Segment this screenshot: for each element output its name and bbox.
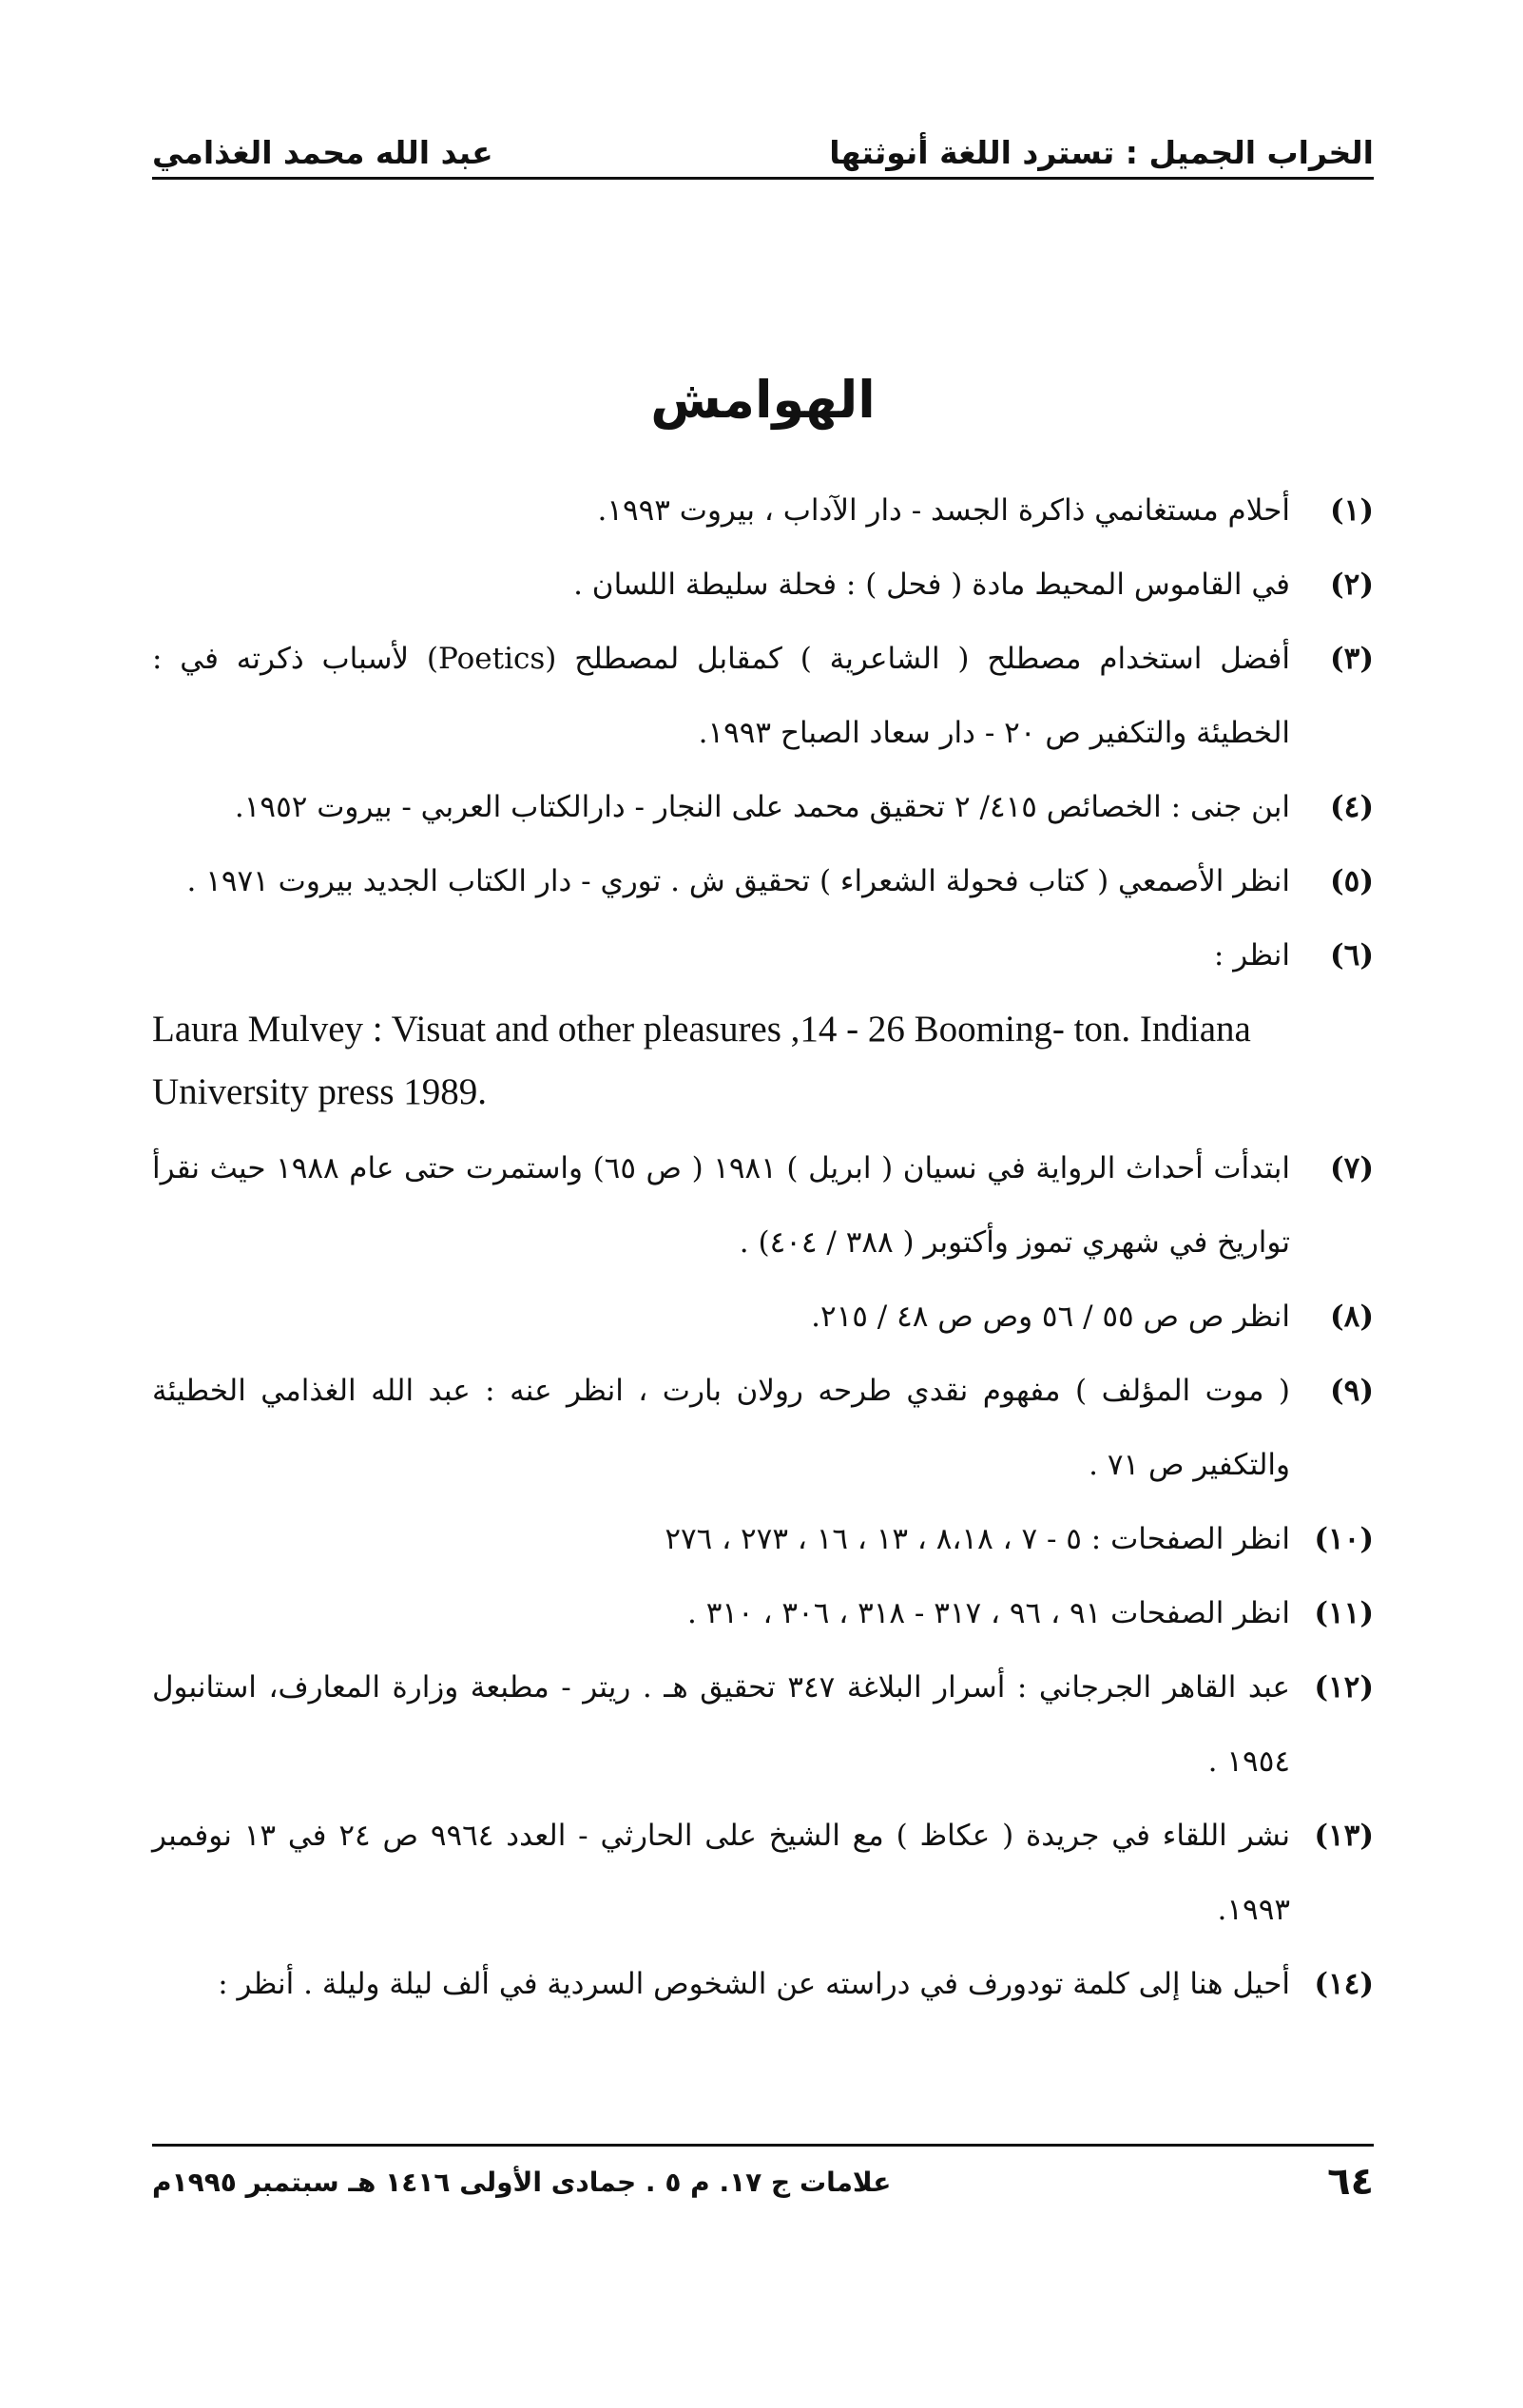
endnote-number: (٧) [1330, 1151, 1374, 1185]
endnote-row [152, 770, 1374, 844]
journal-info: علامات ج ١٧. م ٥ . جمادى الأولى ١٤١٦ هـ سبتمبر ١٩٩٥م [152, 2166, 892, 2198]
page [152, 114, 1374, 2301]
endnote-text: انظر الصفحات ٩١ ، ٩٦ ، ٣١٧ - ٣١٨ ، ٣٠٦ ، ٣١٠ . [687, 1596, 1290, 1630]
endnote-row [152, 1650, 1374, 1799]
endnote-item [152, 473, 1374, 548]
endnote-number: (١٢) [1314, 1670, 1374, 1705]
endnotes-list [152, 473, 1374, 2021]
endnote-item [152, 1502, 1374, 1576]
endnote-text: أفضل استخدام مصطلح ( الشاعرية ) كمقابل لمصطلح (Poetics) لأسباب ذكرته في : الخطيئة والتكفير ص ٢٠ - دار سعاد الصباح ١٩٩٣. [152, 642, 1290, 750]
endnote-row [152, 622, 1374, 770]
endnote-item [152, 622, 1374, 770]
endnote-text: انظر ص ص ٥٥ / ٥٦ وص ص ٤٨ / ٢١٥. [811, 1300, 1290, 1334]
endnote-row [152, 1131, 1374, 1280]
endnote-row [152, 1799, 1374, 1947]
endnote-number: (١٣) [1314, 1819, 1374, 1853]
endnote-item [152, 844, 1374, 918]
endnote-number: (١) [1330, 493, 1374, 528]
page-number: ٦٤ [1327, 2160, 1374, 2204]
endnote-text: ( موت المؤلف ) مفهوم نقدي طرحه رولان بارت ، انظر عنه : عبد الله الغذامي الخطيئة والتكفير ص ٧١ . [152, 1374, 1290, 1482]
endnote-item [152, 548, 1374, 622]
endnote-row [152, 1280, 1374, 1354]
endnote-number: (١١) [1314, 1596, 1374, 1630]
endnote-item [152, 770, 1374, 844]
endnote-latin-reference: Laura Mulvey : Visuat and other pleasures ,14 - 26 Booming- ton. Indiana University press 1989. [152, 1009, 1251, 1112]
endnote-item [152, 1280, 1374, 1354]
endnote-row [152, 548, 1374, 622]
endnote-number: (٤) [1330, 790, 1374, 824]
endnote-row [152, 1576, 1374, 1650]
header-author: عبد الله محمد الغذامي [152, 134, 493, 171]
endnote-row [152, 1947, 1374, 2021]
endnote-text: انظر الأصمعي ( كتاب فحولة الشعراء ) تحقيق ش . توري - دار الكتاب الجديد بيروت ١٩٧١ . [186, 864, 1290, 898]
endnote-number: (٣) [1330, 642, 1374, 676]
endnote-number: (١٠) [1314, 1522, 1374, 1556]
endnote-text: في القاموس المحيط مادة ( فحل ) : فحلة سليطة اللسان . [573, 568, 1290, 602]
endnote-number: (٨) [1330, 1300, 1374, 1334]
endnote-row [152, 1502, 1374, 1576]
endnote-row [152, 918, 1374, 992]
endnote-text: انظر الصفحات : ٥ - ٧ ، ٨،١٨ ، ١٣ ، ١٦ ، ٢٧٣ ، ٢٧٦ [665, 1522, 1290, 1556]
endnote-item [152, 1576, 1374, 1650]
endnote-item [152, 1354, 1374, 1502]
endnote-number: (٩) [1330, 1374, 1374, 1408]
endnote-item [152, 1799, 1374, 1947]
endnote-text: عبد القاهر الجرجاني : أسرار البلاغة ٣٤٧ تحقيق هـ . ريتر - مطبعة وزارة المعارف، استانبول ١٩٥٤ . [152, 1670, 1290, 1779]
endnote-number: (٦) [1330, 938, 1374, 973]
endnote-text: أحلام مستغانمي ذاكرة الجسد - دار الآداب ، بيروت ١٩٩٣. [597, 493, 1290, 528]
endnote-item [152, 918, 1374, 1124]
endnote-row [152, 1354, 1374, 1502]
endnote-row [152, 844, 1374, 918]
header-book-title: الخراب الجميل : تسترد اللغة أنوثتها [829, 134, 1374, 171]
endnote-item [152, 1947, 1374, 2021]
endnote-row [152, 473, 1374, 548]
running-footer [152, 2144, 1374, 2204]
endnote-text: انظر : [1213, 938, 1290, 973]
endnote-item [152, 1131, 1374, 1280]
endnote-text: أحيل هنا إلى كلمة تودورف في دراسته عن الشخوص السردية في ألف ليلة وليلة . أنظر : [218, 1967, 1290, 2001]
endnote-number: (١٤) [1314, 1967, 1374, 2001]
endnote-item [152, 1650, 1374, 1799]
endnote-number: (٥) [1330, 864, 1374, 898]
endnote-text: ابن جنى : الخصائص ٤١٥/ ٢ تحقيق محمد على النجار - دارالكتاب العربي - بيروت ١٩٥٢. [234, 790, 1290, 824]
section-title: الهوامش [650, 370, 876, 430]
running-header [152, 114, 1374, 180]
endnote-text: ابتدأت أحداث الرواية في نسيان ( ابريل ) ١٩٨١ ( ص ٦٥) واستمرت حتى عام ١٩٨٨ حيث نقرأ تواريخ في شهري تموز وأكتوبر ( ٣٨٨ / ٤٠٤) . [152, 1151, 1290, 1260]
endnote-text: نشر اللقاء في جريدة ( عكاظ ) مع الشيخ على الحارثي - العدد ٩٩٦٤ ص ٢٤ في ١٣ نوفمبر ١٩٩٣. [152, 1819, 1291, 1927]
endnote-number: (٢) [1330, 568, 1374, 602]
